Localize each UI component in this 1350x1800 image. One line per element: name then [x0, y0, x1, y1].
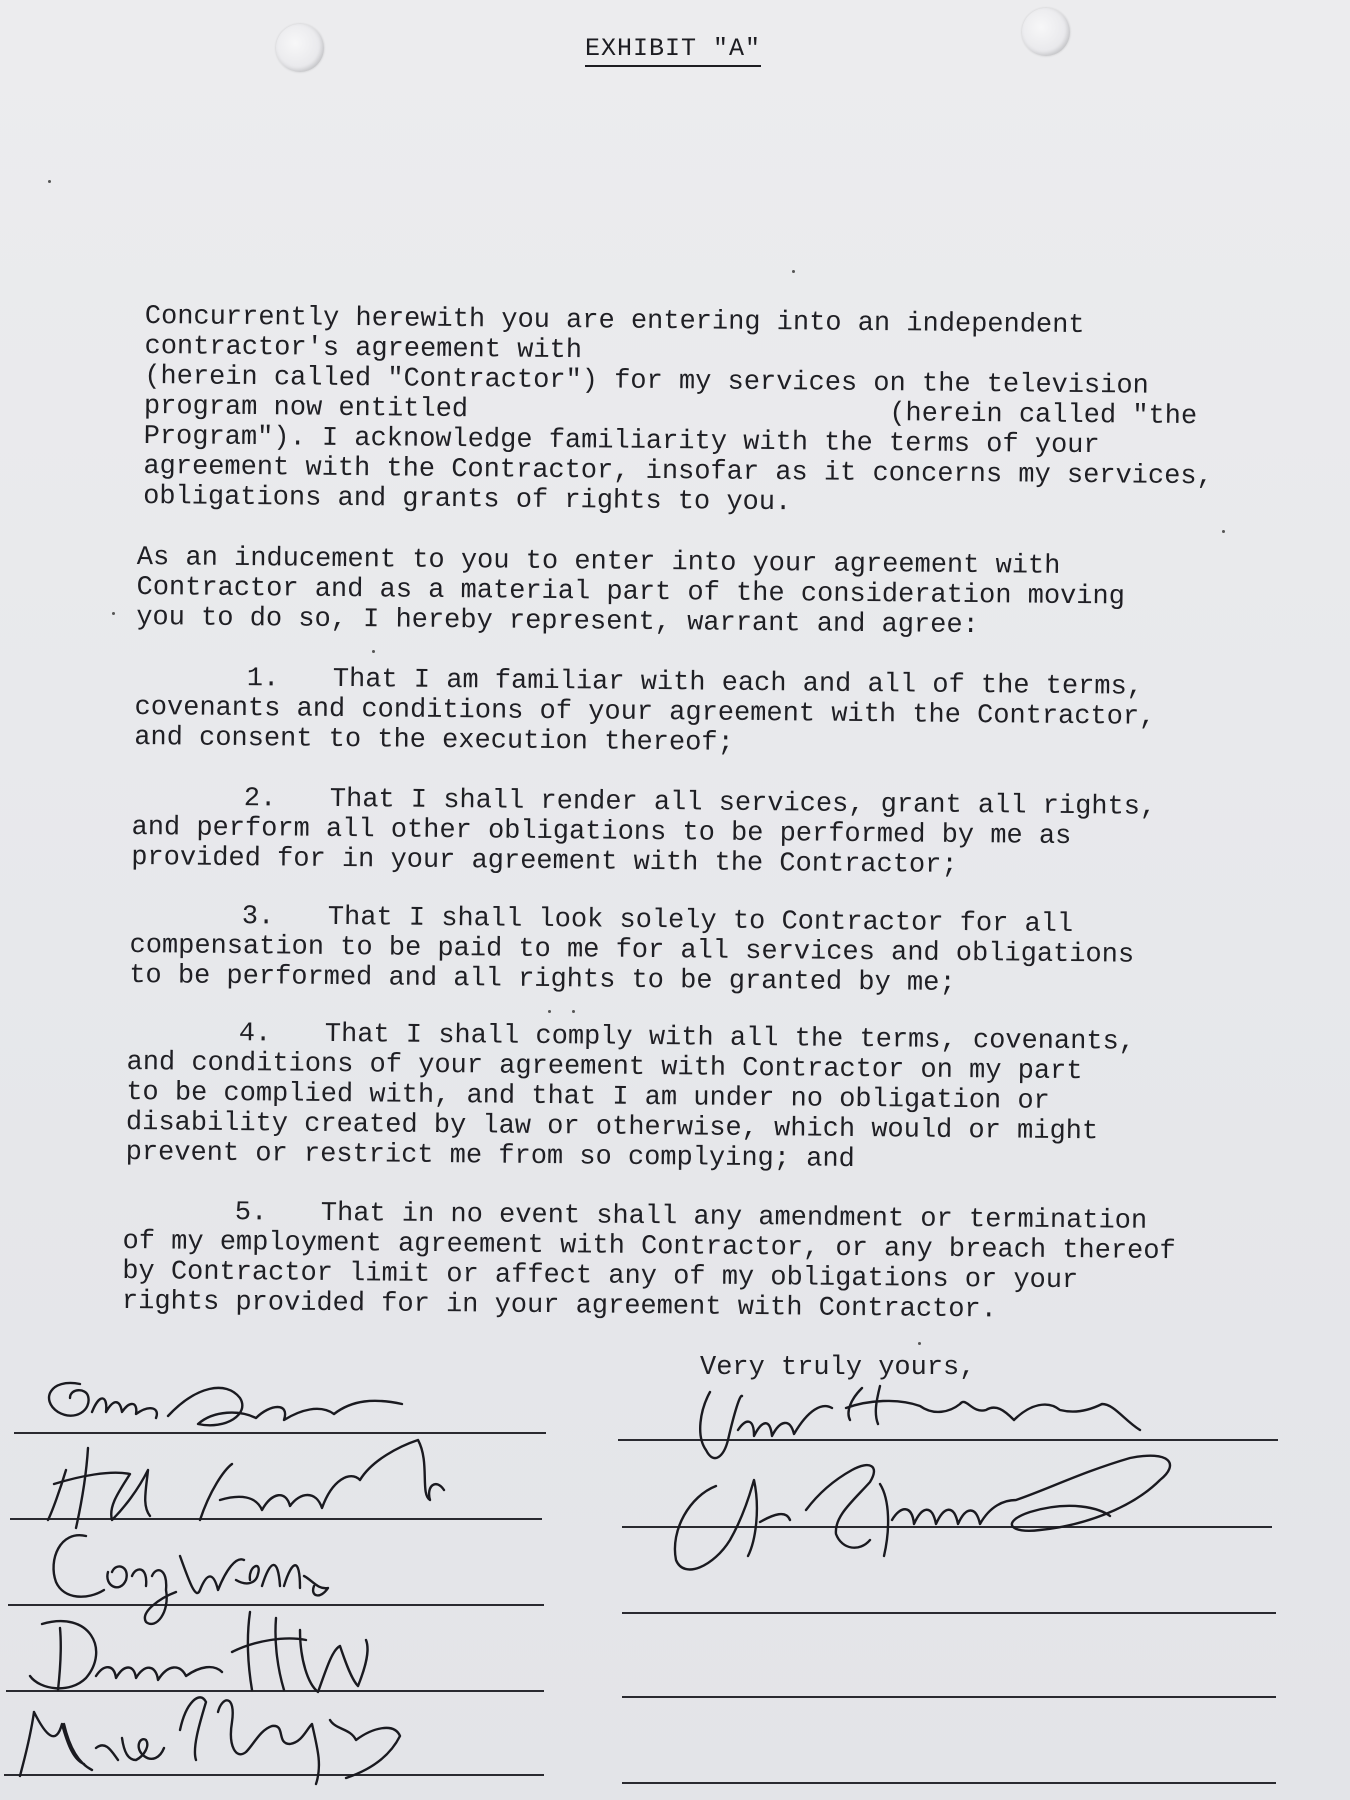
signature-left-3	[54, 1535, 328, 1624]
intro-line: program now entitled (herein called "the	[143, 391, 1198, 433]
item-number: 2.	[243, 784, 277, 815]
item-line: provided for in your agreement with the Contractor;	[131, 842, 958, 881]
item-line: to be performed and all rights to be granted by me;	[129, 960, 956, 999]
signature-left-2	[48, 1440, 444, 1528]
item-number: 1.	[246, 664, 280, 695]
exhibit-title: EXHIBIT "A"	[585, 34, 761, 67]
closing-salutation: Very truly yours,	[700, 1353, 976, 1383]
inducement-line: Contractor and as a material part of the consideration moving	[136, 572, 1126, 613]
paper-speck	[112, 612, 115, 615]
item-number: 5.	[234, 1198, 268, 1229]
item-number: 3.	[241, 902, 275, 933]
item-line: prevent or restrict me from so complying; and	[125, 1137, 855, 1175]
item-line: rights provided for in your agreement with Contractor.	[121, 1286, 998, 1326]
item-line: to be complied with, and that I am under no obligation or	[126, 1077, 1050, 1117]
intro-line: Concurrently herewith you are entering into an independent	[144, 302, 1085, 342]
item-line: and conditions of your agreement with Contractor on my part	[126, 1047, 1083, 1088]
signature-left-5	[20, 1697, 400, 1784]
item-line: That in no event shall any amendment or termination	[320, 1198, 1148, 1237]
item-line: covenants and conditions of your agreement with the Contractor,	[134, 692, 1156, 733]
intro-line: (herein called "Contractor") for my services on the television	[144, 361, 1149, 402]
signature-right-1	[700, 1386, 1140, 1458]
item-line: That I am familiar with each and all of the terms,	[332, 664, 1144, 703]
item-number: 4.	[238, 1019, 272, 1050]
paper-speck	[48, 180, 51, 183]
item-line: That I shall comply with all the terms, covenants,	[324, 1019, 1136, 1058]
item-line: That I shall look solely to Contractor for all	[327, 902, 1074, 941]
item-line: of my employment agreement with Contractor, or any breach thereof	[122, 1226, 1176, 1268]
item-line: compensation to be paid to me for all services and obligations	[129, 930, 1135, 971]
signature-right-2	[675, 1456, 1170, 1570]
intro-line: agreement with the Contractor, insofar as it concerns my services,	[143, 451, 1213, 493]
item-line: disability created by law or otherwise, which would or might	[125, 1107, 1099, 1148]
inducement-line: As an inducement to you to enter into your agreement with	[136, 543, 1061, 582]
paper-speck	[548, 1010, 551, 1013]
paper-speck	[572, 1010, 575, 1013]
intro-line: obligations and grants of rights to you.	[142, 481, 792, 519]
intro-line: Program"). I acknowledge familiarity with the terms of your	[143, 421, 1100, 462]
intro-line: contractor's agreement with	[144, 331, 583, 367]
paper-speck	[792, 270, 795, 273]
paper-speck	[918, 1342, 921, 1345]
item-line: and perform all other obligations to be performed by me as	[131, 812, 1072, 853]
signature-left-4	[30, 1612, 368, 1692]
item-line: and consent to the execution thereof;	[134, 722, 734, 759]
paper-speck	[1222, 530, 1225, 533]
signature-left-1	[49, 1383, 402, 1425]
paper-speck	[372, 650, 375, 653]
item-line: by Contractor limit or affect any of my obligations or your	[122, 1256, 1079, 1297]
item-line: That I shall render all services, grant all rights,	[329, 784, 1157, 823]
inducement-line: you to do so, I hereby represent, warrant and agree:	[136, 602, 979, 642]
